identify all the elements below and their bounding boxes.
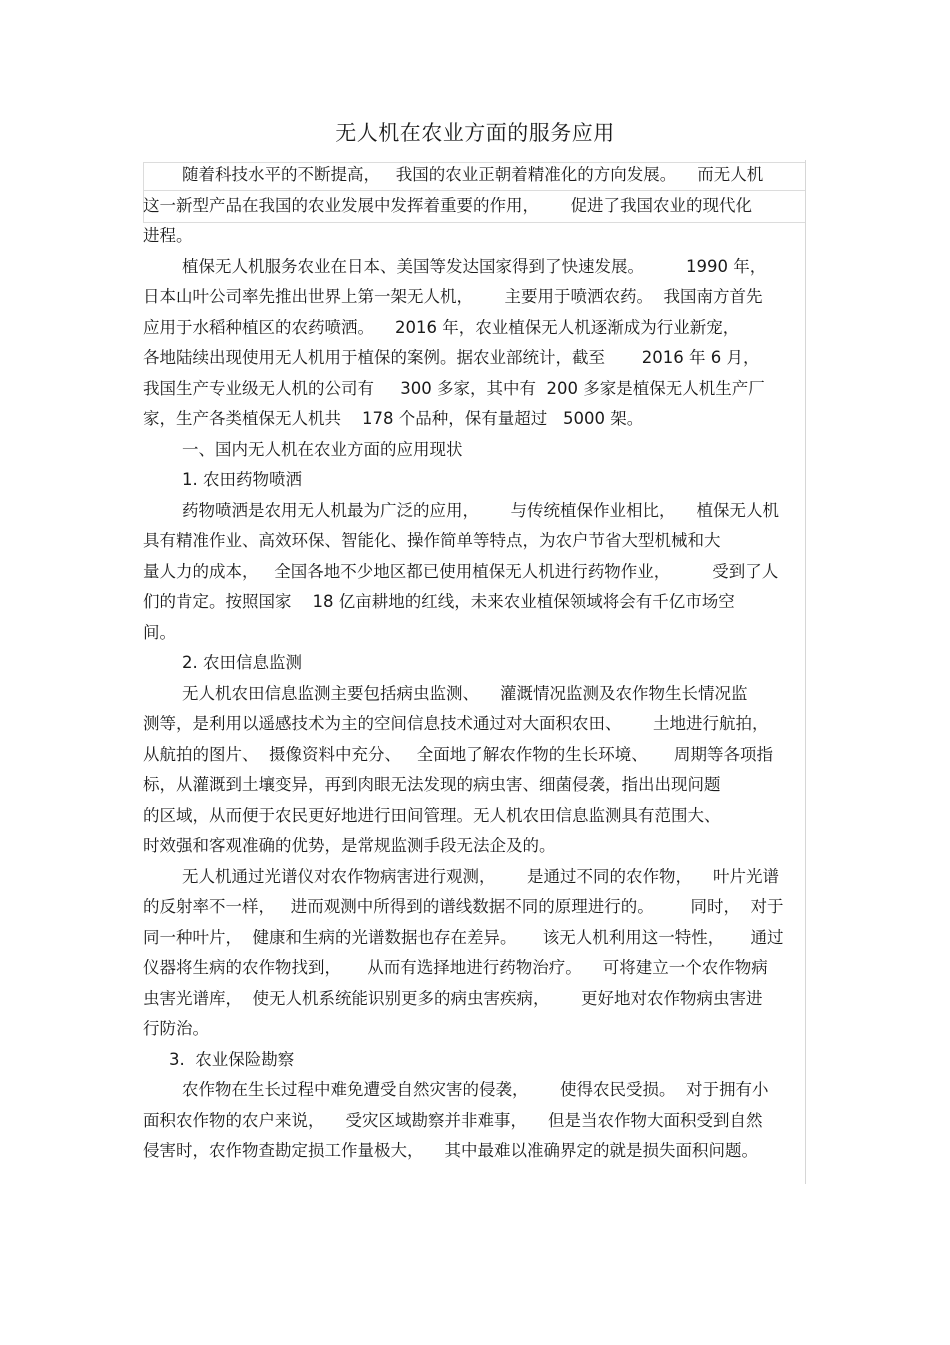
text-line: 这一新型产品在我国的农业发展中发挥着重要的作用， 促进了我国农业的现代化 (143, 195, 752, 215)
text-line: 行防治。 (143, 1019, 209, 1038)
text-line: 具有精准作业、高效环保、智能化、操作简单等特点，为农户节省大型机械和大 (143, 531, 721, 550)
text-line: 的区域，从而便于农民更好地进行田间管理。无人机农田信息监测具有范围大、 (143, 805, 721, 825)
text-line: 我国生产专业级无人机的公司有 300 多家，其中有 200 多家是植保无人机生产厂 (143, 378, 765, 398)
text-line: 药物喷洒是农用无人机最为广泛的应用， 与传统植保作业相比， 植保无人机 (182, 500, 779, 520)
text-line: 仪器将生病的农作物找到， 从而有选择地进行药物治疗。 可将建立一个农作物病 (143, 958, 768, 977)
text-line: 测等，是利用以遥感技术为主的空间信息技术通过对大面积农田、 土地进行航拍， (143, 714, 769, 733)
text-line: 各地陆续出现使用无人机用于植保的案例。据农业部统计，截至 2016 年 6 月， (143, 348, 760, 367)
text-line: 日本山叶公司率先推出世界上第一架无人机， 主要用于喷洒农药。 我国南方首先 (143, 287, 763, 306)
text-line: 一、国内无人机在农业方面的应用现状 (182, 439, 463, 459)
text-line: 植保无人机服务农业在日本、美国等发达国家得到了快速发展。 1990 年， (182, 256, 767, 276)
document-body (143, 160, 807, 1167)
text-line: 们的肯定。按照国家 18 亿亩耕地的红线，未来农业植保领域将会有千亿市场空 (143, 592, 735, 611)
text-line: 同一种叶片， 健康和生病的光谱数据也存在差异。 该无人机利用这一特性， 通过 (143, 927, 784, 947)
text-line: 无人机通过光谱仪对农作物病害进行观测， 是通过不同的农作物， 叶片光谱 (182, 866, 779, 886)
text-line: 随着科技水平的不断提高， 我国的农业正朝着精准化的方向发展。 而无人机 (182, 165, 764, 184)
text-line: 家，生产各类植保无人机共 178 个品种，保有量超过 5000 架。 (143, 409, 644, 428)
text-line: 3. 农业保险勘察 (169, 1049, 295, 1069)
text-line: 侵害时，农作物查勘定损工作量极大， 其中最难以准确界定的就是损失面积问题。 (143, 1141, 758, 1160)
text-line: 的反射率不一样， 进而观测中所得到的谱线数据不同的原理进行的。 同时， 对于 (143, 897, 784, 916)
document-title: 无人机在农业方面的服务应用 (335, 121, 615, 145)
text-line: 从航拍的图片、 摄像资料中充分、 全面地了解农作物的生长环境、 周期等各项指 (143, 744, 773, 764)
text-line: 1. 农田药物喷洒 (182, 470, 302, 489)
text-line: 间。 (143, 622, 176, 642)
text-line: 无人机农田信息监测主要包括病虫监测、 灌溉情况监测及农作物生长情况监 (182, 683, 748, 703)
text-line: 应用于水稻种植区的农药喷洒。 2016 年，农业植保无人机逐渐成为行业新宠， (143, 317, 740, 337)
text-line: 2. 农田信息监测 (182, 653, 302, 672)
text-line: 时效强和客观准确的优势，是常规监测手段无法企及的。 (143, 836, 556, 855)
text-line: 虫害光谱库， 使无人机系统能识别更多的病虫害疾病， 更好地对农作物病虫害进 (143, 988, 763, 1008)
text-line: 标，从灌溉到土壤变异，再到肉眼无法发现的病虫害、细菌侵袭，指出出现问题 (143, 775, 721, 794)
text-line: 农作物在生长过程中难免遭受自然灾害的侵袭， 使得农民受损。 对于拥有小 (182, 1080, 769, 1099)
text-line: 量人力的成本， 全国各地不少地区都已使用植保无人机进行药物作业， 受到了人 (143, 561, 779, 581)
text-line: 进程。 (143, 226, 193, 245)
text-line: 面积农作物的农户来说， 受灾区域勘察并非难事， 但是当农作物大面积受到自然 (143, 1110, 763, 1130)
